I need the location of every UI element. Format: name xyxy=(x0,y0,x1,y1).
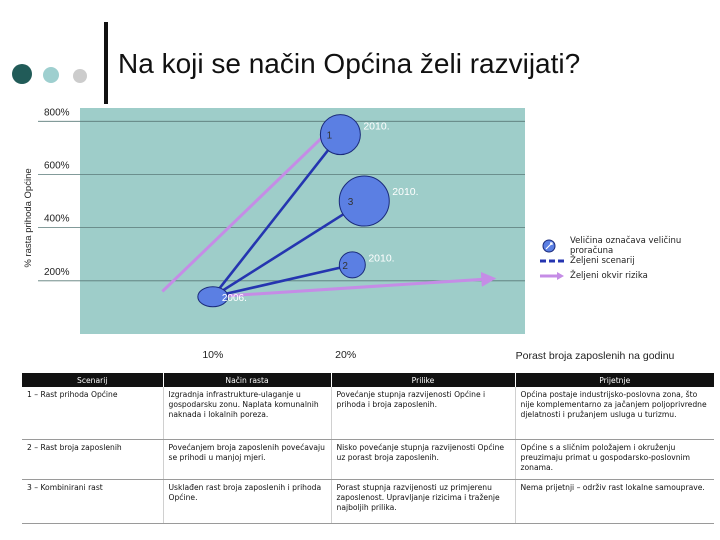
table-cell: 3 – Kombinirani rast xyxy=(22,479,163,523)
table-cell: Usklađen rast broja zaposlenih i prihoda Općine. xyxy=(163,479,331,523)
arrow-line-icon xyxy=(538,268,564,283)
table-header-row xyxy=(22,373,714,387)
table-row xyxy=(22,387,714,439)
scenario-year-label: 2010. xyxy=(368,252,395,265)
origin-label: 2006. xyxy=(221,292,247,304)
table-row xyxy=(22,439,714,479)
bubble-size-icon xyxy=(538,238,564,253)
table-cell: 1 – Rast prihoda Općine xyxy=(22,387,163,439)
y-axis-label: % rasta prihoda Općine xyxy=(23,168,34,268)
table-cell: Nisko povećanje stupnja razvijenosti Općine uz porast broja zaposlenih. xyxy=(331,439,515,479)
column-header: Prilike xyxy=(331,373,515,387)
dashed-line-icon xyxy=(538,253,564,268)
legend-item-budget xyxy=(538,235,720,256)
decor-dot-light xyxy=(43,67,59,83)
x-tick-label: 20% xyxy=(335,349,357,361)
table-cell: Općine s a sličnim položajem i okruženju preuzimaju primat u gospodarsko-poslovnim zonama. xyxy=(515,439,714,479)
table-cell: Izgradnja infrastrukture-ulaganje u gospodarsku zonu. Naplata komunalnih naknada i lokalnih poreza. xyxy=(163,387,331,439)
legend-label: Željeni okvir rizika xyxy=(570,270,648,281)
scenario-table xyxy=(22,373,714,524)
legend-label: Veličina označava veličinu proračuna xyxy=(570,235,682,256)
y-tick-label: 600% xyxy=(44,160,70,172)
column-header: Scenarij xyxy=(22,373,163,387)
y-tick-label: 800% xyxy=(44,107,70,119)
table-cell: Općina postaje industrijsko-poslovna zona, što nije komplementarno za jačanjem poljoprivredne djelatnosti i pružanjem usluga u turizmu. xyxy=(515,387,714,439)
scenario-id-label: 1 xyxy=(326,130,333,142)
scenario-id-label: 3 xyxy=(347,197,354,209)
table-cell: Nema prijetnji – održiv rast lokalne samouprave. xyxy=(515,479,714,523)
scenario-year-label: 2010. xyxy=(392,185,419,198)
title-divider xyxy=(104,22,108,104)
y-tick-label: 200% xyxy=(44,266,70,278)
x-tick-label: 10% xyxy=(202,349,224,361)
y-tick-label: 400% xyxy=(44,213,70,225)
column-header: Način rasta xyxy=(163,373,331,387)
column-header: Prijetnje xyxy=(515,373,714,387)
page-title: Na koji se način Općina želi razvijati? xyxy=(118,48,581,79)
decor-dot-dark xyxy=(12,64,32,84)
table-cell: Porast stupnja razvijenosti uz primjerenu zaposlenost. Upravljanje rizicima i traženje najboljih prilika. xyxy=(331,479,515,523)
chart-legend xyxy=(538,235,720,283)
legend-label: Željeni scenarij xyxy=(570,255,635,266)
table-row xyxy=(22,479,714,523)
legend-item-frame xyxy=(538,268,720,283)
table-cell: Povećanje stupnja razvijenosti Općine i prihoda i broja zaposlenih. xyxy=(331,387,515,439)
x-axis-label: Porast broja zaposlenih na godinu xyxy=(515,350,675,362)
table-cell: 2 – Rast broja zaposlenih xyxy=(22,439,163,479)
scenario-year-label: 2010. xyxy=(363,120,390,133)
decor-dot-grey xyxy=(73,69,87,83)
scenario-id-label: 2 xyxy=(342,260,348,272)
plot-area xyxy=(80,108,525,334)
table-cell: Povećanjem broja zaposlenih povećavaju se prihodi u manjoj mjeri. xyxy=(163,439,331,479)
